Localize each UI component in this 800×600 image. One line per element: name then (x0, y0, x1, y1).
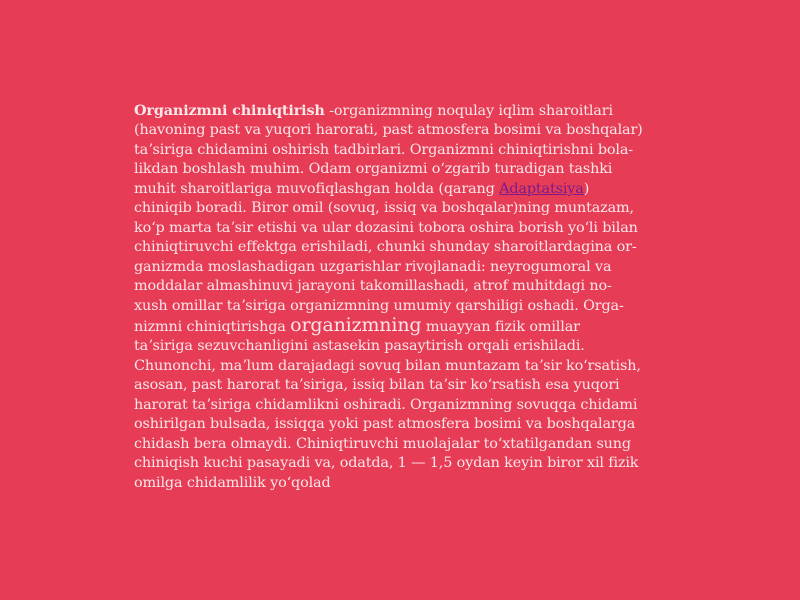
article-body (134, 101, 664, 493)
article-line: koʻp marta taʼsir etishi va ular dozasini tobora oshira borish yoʻli bilan (134, 219, 638, 236)
article-text: muayyan fizik omillar (421, 318, 580, 335)
article-large-word: organizmning (290, 313, 422, 336)
article-text: -organizmning noqulay iqlim sharoitlari (324, 103, 613, 119)
article-line: harorat taʼsiriga chidamlikni oshiradi. Organizmning sovuqqa chidami (134, 396, 638, 413)
article-line: xush omillar taʼsiriga organizmning umumiy qarshiligi oshadi. Orga- (134, 297, 624, 314)
article-line: chidash bera olmaydi. Chiniqtiruvchi muolajalar toʻxtatilgandan sung (134, 435, 631, 452)
article-line: taʼsiriga sezuvchanligini astasekin pasaytirish orqali erishiladi. (134, 338, 585, 355)
article-line: Chunonchi, maʼlum darajadagi sovuq bilan muntazam taʼsir koʻrsatish, (134, 357, 641, 374)
article-line (134, 313, 664, 337)
article-line: asosan, past harorat taʼsiriga, issiq bilan taʼsir koʻrsatish esa yuqori (134, 377, 620, 394)
article-text: ) (583, 180, 590, 197)
article-text: nizmni chiniqtirishga (134, 318, 291, 335)
article-line: ganizmda moslashadigan uzgarishlar rivojlanadi: neyrogumoral va (134, 258, 612, 275)
article-line: omilga chidamlilik yoʻqolad (134, 474, 331, 491)
article-line (134, 101, 664, 121)
article-line (134, 180, 664, 199)
article-line: chiniqib boradi. Biror omil (sovuq, issiq va boshqalar)ning muntazam, (134, 200, 634, 217)
adaptatsiya-link[interactable]: Adaptatsiya (499, 180, 584, 197)
article-line: chiniqish kuchi pasayadi va, odatda, 1 — 1,5 oydan keyin biror xil fizik (134, 455, 639, 472)
article-line: moddalar almashinuvi jarayoni takomillashadi, atrof muhitdagi no- (134, 278, 612, 295)
article-line: likdan boshlash muhim. Odam organizmi oʻzgarib turadigan tashki (134, 161, 613, 178)
article-line: oshirilgan bulsada, issiqqa yoki past atmosfera bosimi va boshqalarga (134, 416, 636, 433)
article-term: Organizmni chiniqtirish (134, 102, 325, 119)
article-line: (havoning past va yuqori harorati, past atmosfera bosimi va boshqalar) (134, 122, 643, 139)
article-text: muhit sharoitlariga muvofiqlashgan holda (qarang (134, 180, 500, 197)
article-line: chiniqtiruvchi effektga erishiladi, chunki shunday sharoitlardagina or- (134, 239, 637, 256)
article-line: taʼsiriga chidamini oshirish tadbirlari. Organizmni chiniqtirishni bola- (134, 141, 634, 158)
